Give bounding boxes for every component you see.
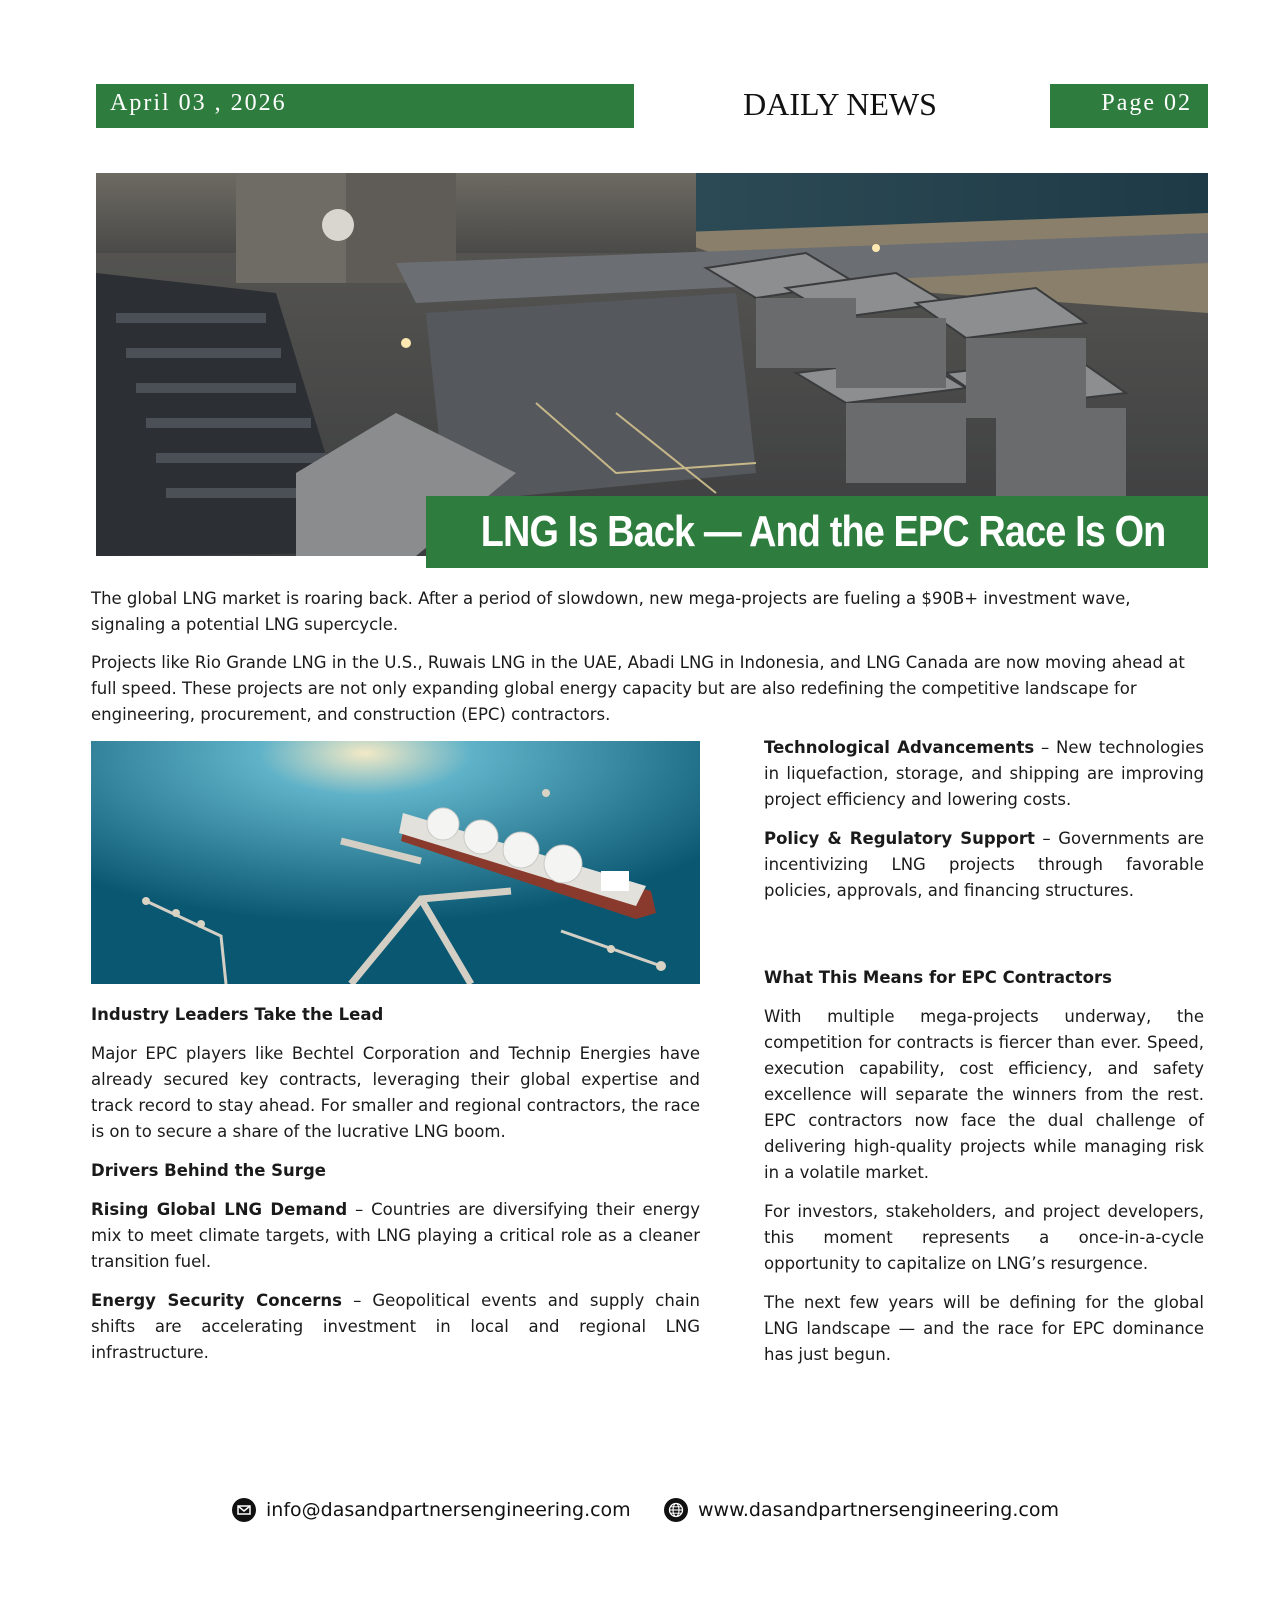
epc-text: With multiple mega-projects underway, the competition for contracts is fiercer than ever. Speed, execution capability, cost efficiency, and safety excellence will separate the winners from the rest. EPC contractors now face the dual challenge of delivering high-quality projects while managing risk in a volatile market. [764, 1007, 1204, 1182]
driver-policy-text: – Governments are incentivizing LNG projects through favorable policies, approvals, and financing structures. [764, 829, 1205, 900]
footer [0, 1498, 1286, 1530]
driver-technology-text: – New technologies in liquefaction, storage, and shipping are improving project efficiency and lowering costs. [764, 738, 1204, 809]
headline-banner [426, 496, 1208, 568]
page-number-banner [1050, 84, 1208, 128]
date-text: April 03 , 2026 [110, 90, 287, 116]
headline: LNG Is Back — And the EPC Race Is On [480, 507, 1166, 556]
driver-technology [764, 735, 1204, 813]
section-heading-drivers: Drivers Behind the Surge [91, 1161, 326, 1180]
closing-text: The next few years will be defining for the global LNG landscape — and the race for EPC dominance has just begun. [764, 1293, 1204, 1364]
intro-paragraph: Projects like Rio Grande LNG in the U.S., Ruwais LNG in the UAE, Abadi LNG in Indonesia, and LNG Canada are now moving ahead at full speed. These projects are not only expanding global energy capacity but are also redefining the competitive landscape for engineering, procurement, and construction (EPC) contractors. [91, 653, 1185, 724]
mail-icon [232, 1498, 256, 1522]
footer-website-text[interactable]: www.dasandpartnersengineering.com [698, 1499, 1059, 1521]
driver-security-text: – Geopolitical events and supply chain shifts are accelerating investment in local and regional LNG infrastructure. [91, 1291, 700, 1362]
lng-tanker-photo [91, 741, 700, 984]
date-banner [96, 84, 634, 128]
driver-demand-text: – Countries are diversifying their energy mix to meet climate targets, with LNG playing a critical role as a cleaner transition fuel. [91, 1200, 700, 1271]
section-heading-industry-leaders: Industry Leaders Take the Lead [91, 1005, 384, 1024]
column-spacer [764, 917, 1204, 965]
industry-leaders-text: Major EPC players like Bechtel Corporation and Technip Energies have already secured key contracts, leveraging their global expertise and track record to stay ahead. For smaller and regional contractors, the race is on to secure a share of the lucrative LNG boom. [91, 1044, 700, 1141]
masthead-title: DAILY NEWS [743, 86, 937, 122]
right-column [764, 735, 1204, 1381]
globe-icon [664, 1498, 688, 1522]
driver-technology-title: Technological Advancements [764, 738, 1035, 757]
intro-paragraph: The global LNG market is roaring back. After a period of slowdown, new mega-projects are fueling a $90B+ investment wave, signaling a potential LNG supercycle. [91, 589, 1131, 634]
driver-security [91, 1288, 700, 1366]
page-number: Page 02 [1101, 90, 1192, 116]
driver-security-title: Energy Security Concerns [91, 1291, 342, 1310]
driver-policy [764, 826, 1204, 904]
investors-text: For investors, stakeholders, and project developers, this moment represents a once-in-a-cycle opportunity to capitalize on LNG’s resurgence. [764, 1202, 1204, 1273]
driver-demand [91, 1197, 700, 1275]
footer-email[interactable] [232, 1498, 631, 1522]
section-heading-epc: What This Means for EPC Contractors [764, 968, 1112, 987]
driver-policy-title: Policy & Regulatory Support [764, 829, 1035, 848]
intro-section [91, 586, 1208, 740]
driver-demand-title: Rising Global LNG Demand [91, 1200, 348, 1219]
footer-email-text[interactable]: info@dasandpartnersengineering.com [266, 1499, 631, 1521]
footer-website[interactable] [664, 1498, 1059, 1522]
left-column [91, 1002, 700, 1379]
